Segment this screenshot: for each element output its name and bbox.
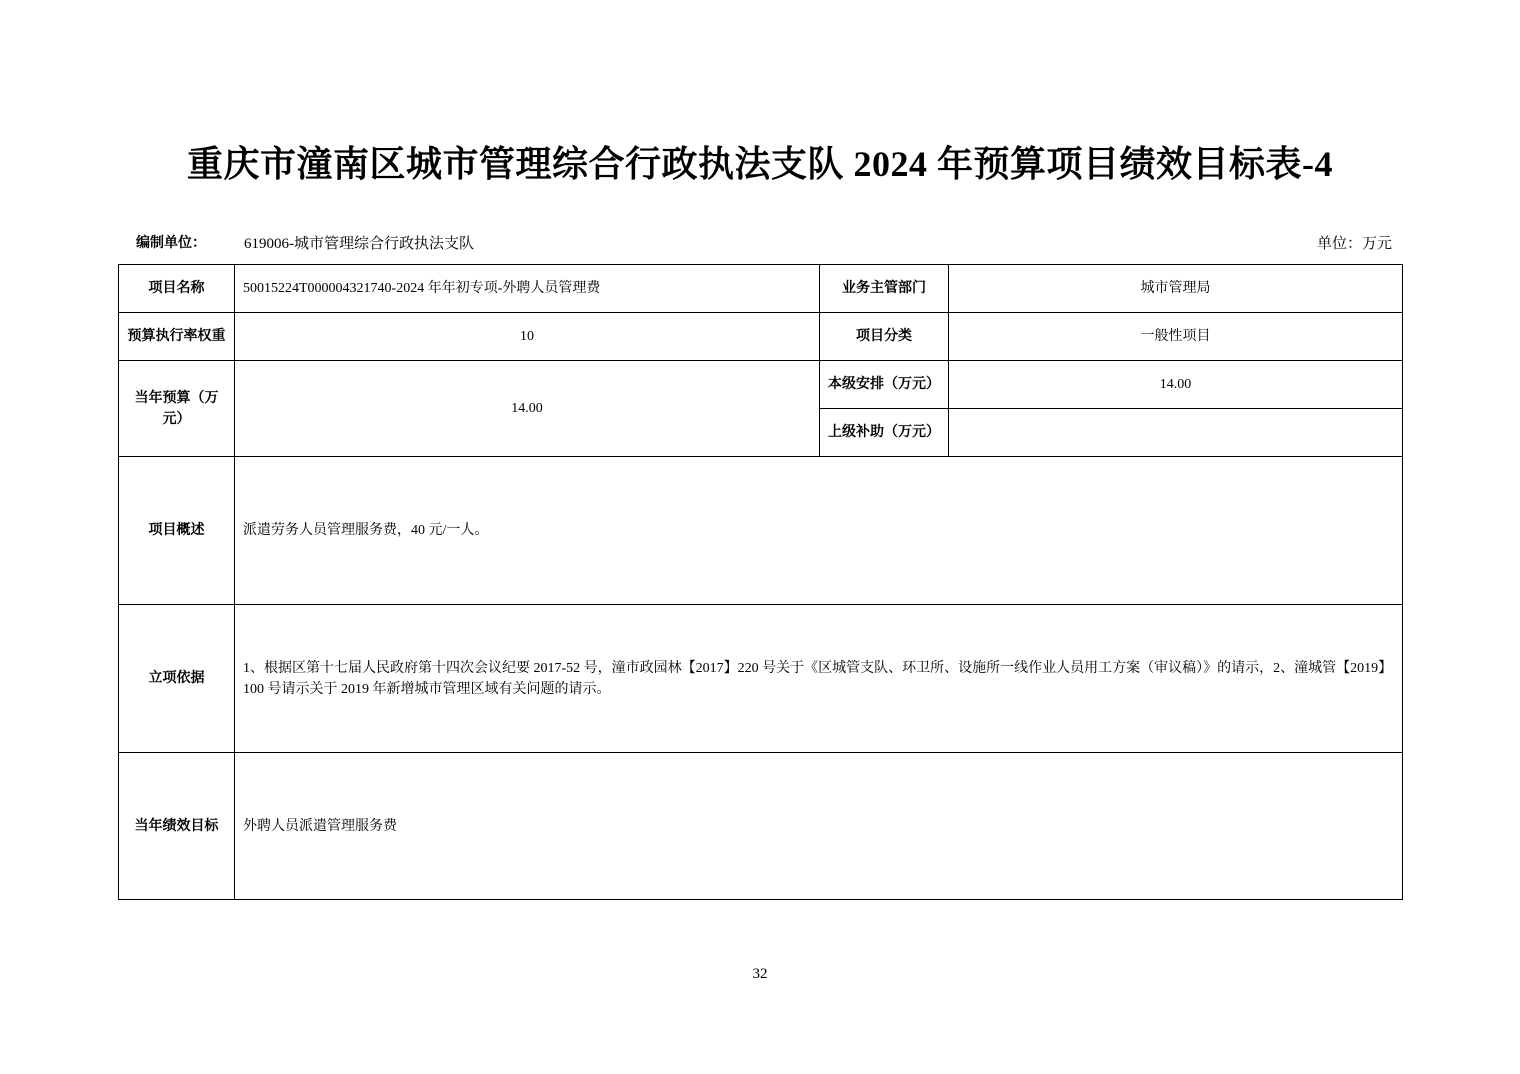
project-name-label: 项目名称	[119, 265, 235, 313]
page-number: 32	[752, 966, 768, 982]
table-row	[119, 361, 1403, 409]
weight-value: 10	[235, 313, 820, 361]
org-label: 编制单位：	[136, 235, 206, 251]
table-row	[119, 753, 1403, 900]
subsidy-value	[949, 409, 1403, 457]
table-row	[119, 605, 1403, 753]
local-value: 14.00	[949, 361, 1403, 409]
table-row	[119, 457, 1403, 605]
table-row	[119, 313, 1403, 361]
budget-label: 当年预算（万元）	[119, 361, 235, 457]
basis-label: 立项依据	[119, 605, 235, 753]
category-label: 项目分类	[820, 313, 949, 361]
page-title: 重庆市潼南区城市管理综合行政执法支队 2024 年预算项目绩效目标表-4	[187, 144, 1333, 184]
subsidy-label: 上级补助（万元）	[820, 409, 949, 457]
weight-label: 预算执行率权重	[119, 313, 235, 361]
basis-value: 1、根据区第十七届人民政府第十四次会议纪要 2017-52 号，潼市政园林【2017】220 号关于《区城管支队、环卫所、设施所一线作业人员用工方案（审议稿）》的请示，2、潼城管【2019】100 号请示关于 2019 年新增城市管理区域有关问题的请示。	[235, 605, 1403, 753]
budget-value: 14.00	[235, 361, 820, 457]
table-row	[119, 265, 1403, 313]
unit-label: 单位：万元	[1316, 236, 1392, 252]
performance-table	[118, 264, 1403, 900]
header-meta	[118, 230, 1402, 254]
goal-value: 外聘人员派遣管理服务费	[235, 753, 1403, 900]
project-name-value: 50015224T000004321740-2024 年年初专项-外聘人员管理费	[235, 265, 820, 313]
category-value: 一般性项目	[949, 313, 1403, 361]
local-label: 本级安排（万元）	[820, 361, 949, 409]
org-value: 619006-城市管理综合行政执法支队	[244, 236, 474, 252]
overview-value: 派遣劳务人员管理服务费，40 元/一人。	[235, 457, 1403, 605]
goal-label: 当年绩效目标	[119, 753, 235, 900]
dept-value: 城市管理局	[949, 265, 1403, 313]
overview-label: 项目概述	[119, 457, 235, 605]
dept-label: 业务主管部门	[820, 265, 949, 313]
